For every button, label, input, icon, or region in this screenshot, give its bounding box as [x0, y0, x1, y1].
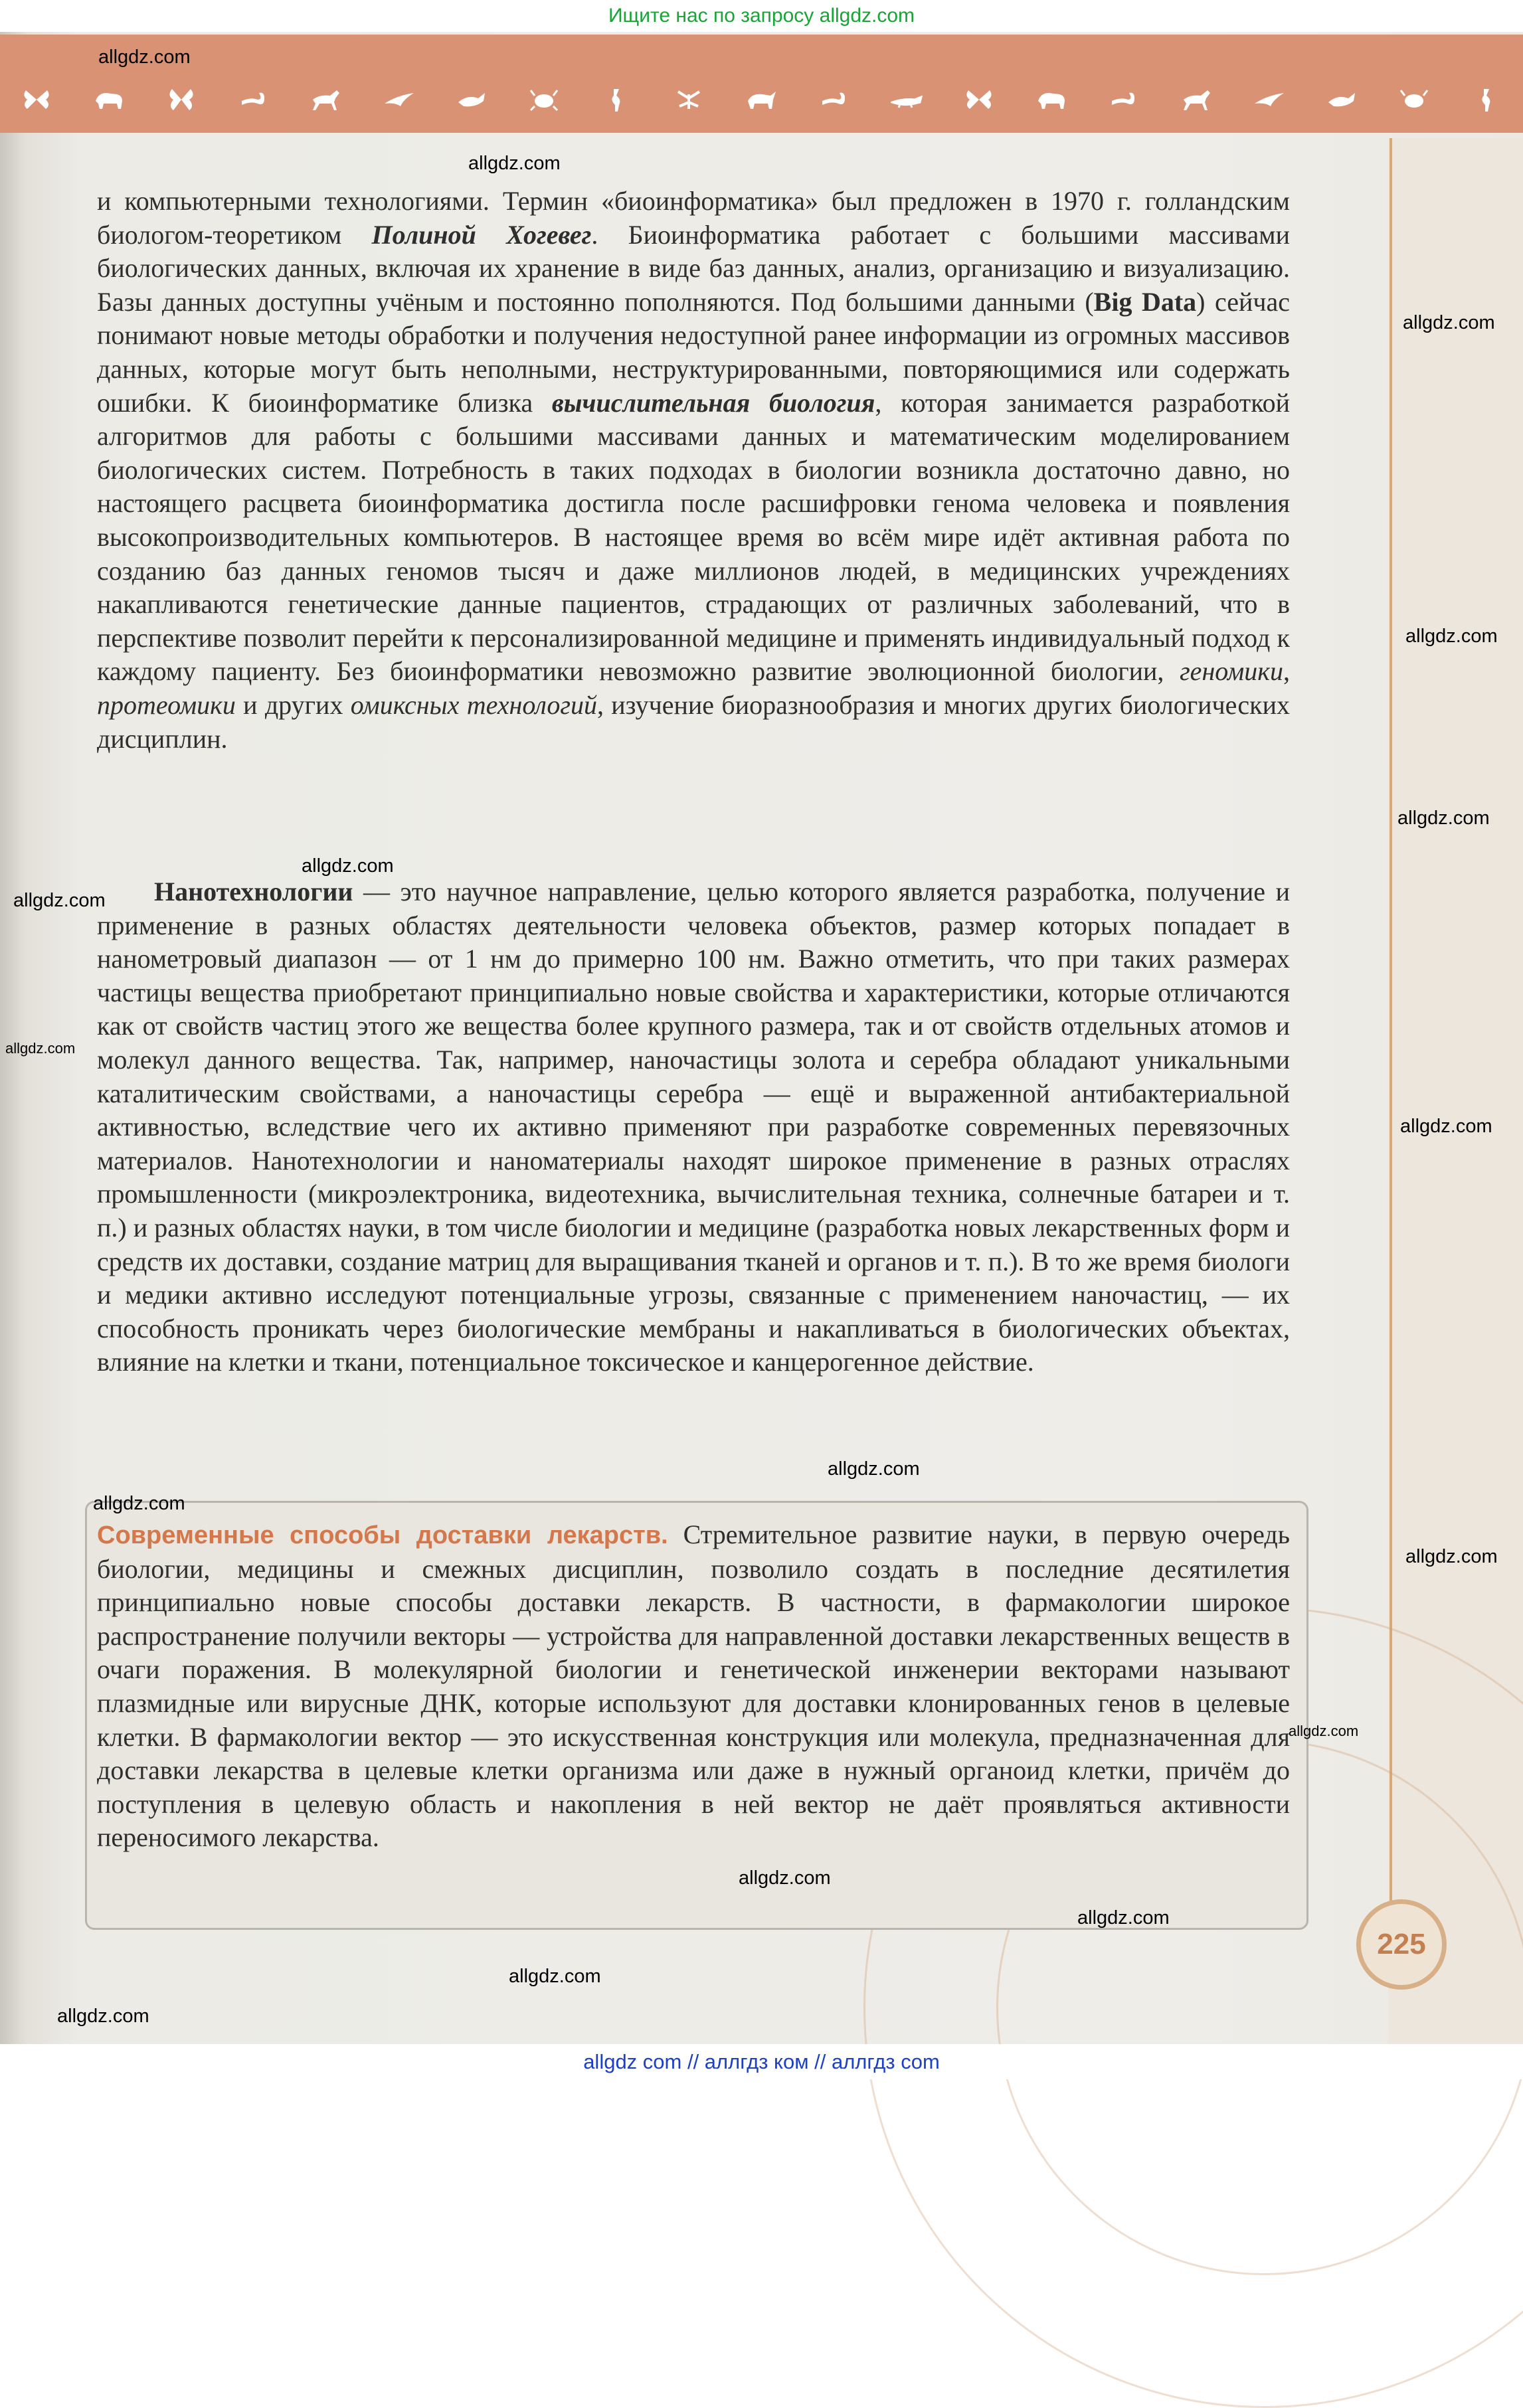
watermark: allgdz.com [302, 855, 394, 877]
watermark: allgdz.com [98, 46, 191, 68]
watermark: allgdz.com [1400, 1116, 1492, 1137]
search-hint: Ищите нас по запросу allgdz.com [608, 5, 915, 27]
term-big-data: Big Data [1093, 286, 1197, 317]
watermark: allgdz.com [1403, 312, 1495, 333]
horse-icon [310, 86, 342, 113]
term-genomics: геномики [1180, 656, 1283, 687]
bison-icon [93, 86, 125, 113]
heron-icon [1471, 86, 1502, 113]
watermark: allgdz.com [1077, 1907, 1170, 1929]
scorpion-icon [818, 86, 850, 113]
paragraph-drug-delivery: Современные способы доставки лекарств. Стремительное развитие науки, в первую очередь биологии, медицины и смежных дисциплин, позволило создать в последние десятилетия принципиально новые способы доставки лекарств. В частности, в фармакологии широкое распространение получили векторы — устройства для направленной доставки лекарственных веществ в очаги поражения. В молекулярной биологии и генетической инженерии векторами называют плазмидные или вирусные ДНК, которые используют для доставки клонированных генов в целевые клетки. В фармакологии вектор — это искусственная конструкция или молекула, предназначенная для доставки лекарства в целевые клетки организма или даже в нужный органоид клетки, причём до поступления в целевую область и накопления в ней вектор не даёт проявляться активности переносимого лекарства. [97, 1519, 1290, 1853]
term-omics: омиксных технологий [350, 689, 597, 720]
term-computational-biology: вычислительная биология [551, 387, 875, 418]
watermark: allgdz.com [1405, 626, 1498, 647]
horse-icon [1181, 86, 1213, 113]
beetle-icon [528, 86, 560, 113]
watermark: allgdz.com [5, 1040, 76, 1057]
bison-icon [1035, 86, 1067, 113]
header-banner [0, 35, 1523, 133]
butterfly-icon [21, 86, 52, 113]
watermark: allgdz.com [13, 890, 106, 911]
watermark: allgdz.com [739, 1867, 831, 1889]
watermark: allgdz.com [468, 153, 561, 174]
watermark: allgdz.com [509, 1966, 601, 1987]
paragraph-nanotechnology: Нанотехнологии — это научное направление, целью которого является разработка, получение и применение в разных областях деятельности человека объектов, размер которых попадает в нанометровый диапазон — от 1 нм до примерно 100 нм. Важно отметить, что при таких размерах частицы вещества приобретают принципиально новые свойства и характеристики, которые отличаются как от свойств частиц этого же вещества более крупного размера, так и от свойств отдельных атомов и молекул данного вещества. Так, например, наночастицы золота и серебра обладают уникальными каталитическим свойствами, а наночастицы серебра — ещё и выраженной антибактериальной активностью, вследствие чего их активно применяют при разработке современных перевязочных материалов. Нанотехнологии и наноматериалы находят широкое применение в разных отраслях промышленности (микроэлектроника, видеотехника, вычислительная техника, солнечные батареи и т. п.) и разных областях науки, в том числе биологии и медицине (разработка новых лекарственных форм и средств их доставки, создание матриц для выращивания тканей и органов и т. п.). В то же время биологи и медики активно исследуют потенциальные угрозы, связанные с применением наночастиц, — их способность проникать через биологические мембраны и накапливаться в биологических объектах, влияние на клетки и ткани, потенциальное токсическое и канцерогенное действие. [97, 877, 1290, 1377]
whale-icon [1326, 86, 1358, 113]
watermark: allgdz.com [1289, 1723, 1359, 1739]
term-nanotechnology: Нанотехнологии [154, 877, 353, 906]
bird-icon [383, 86, 415, 113]
watermark: allgdz.com [1405, 1546, 1498, 1567]
watermark: allgdz.com [1397, 808, 1490, 829]
scientist-name: Полиной Хогевег [371, 219, 592, 250]
butterfly-icon [165, 86, 197, 113]
fly-icon [673, 86, 705, 113]
whale-icon [456, 86, 488, 113]
scorpion-icon [1108, 86, 1140, 113]
watermark: allgdz.com [57, 2006, 149, 2027]
bird-icon [1253, 86, 1285, 113]
rhino-icon [745, 86, 777, 113]
lizard-icon [891, 86, 923, 113]
term-proteomics: протеомики [97, 689, 236, 720]
watermark: allgdz.com [93, 1493, 185, 1514]
footer-note: allgdz com // аллгдз ком // аллгдз com [0, 2044, 1523, 2079]
watermark: allgdz.com [828, 1458, 920, 1480]
paragraph-bioinformatics: и компьютерными технологиями. Термин «биоинформатика» был предложен в 1970 г. голландским биологом-теоретиком Полиной Хогевег. Биоинформатика работает с большими массивами биологических данных, включая их хранение в виде баз данных, анализ, организацию и визуализацию. Базы данных доступны учёным и постоянно пополняются. Под большими данными (Big Data) сейчас понимают новые методы обработки и получения недоступной ранее информации из огромных массивов данных, которые могут быть неполными, неструктурированными, повторяющимися или содержать ошибки. К биоинформатике близка вычислительная биология, которая занимается разработкой алгоритмов для работы с большими массивами данных и математическим моделированием биологических систем. Потребность в таких подходах в биологии возникла достаточно давно, но настоящего расцвета биоинформатика достигла после расшифровки генома человека и появления высокопроизводительных компьютеров. В настоящее время во всём мире идёт активная работа по созданию баз данных геномов тысяч и даже миллионов людей, в медицинских учреждениях накапливаются генетические данные пациентов, страдающих от различных заболеваний, что в перспективе позволит перейти к персонализированной медицине и применять индивидуальный подход к каждому пациенту. Без биоинформатики невозможно развитие эволюционной биологии, геномики, протеомики и других омиксных технологий, изучение биоразнообразия и многих других биологических дисциплин. [97, 186, 1291, 754]
beetle-icon [1398, 86, 1430, 113]
box-heading: Современные способы доставки лекарств. [97, 1521, 668, 1549]
page-number: 225 [1356, 1899, 1447, 1990]
butterfly-icon [963, 86, 995, 113]
animal-silhouettes [0, 80, 1523, 120]
heron-icon [600, 86, 632, 113]
scorpion-icon [238, 86, 270, 113]
